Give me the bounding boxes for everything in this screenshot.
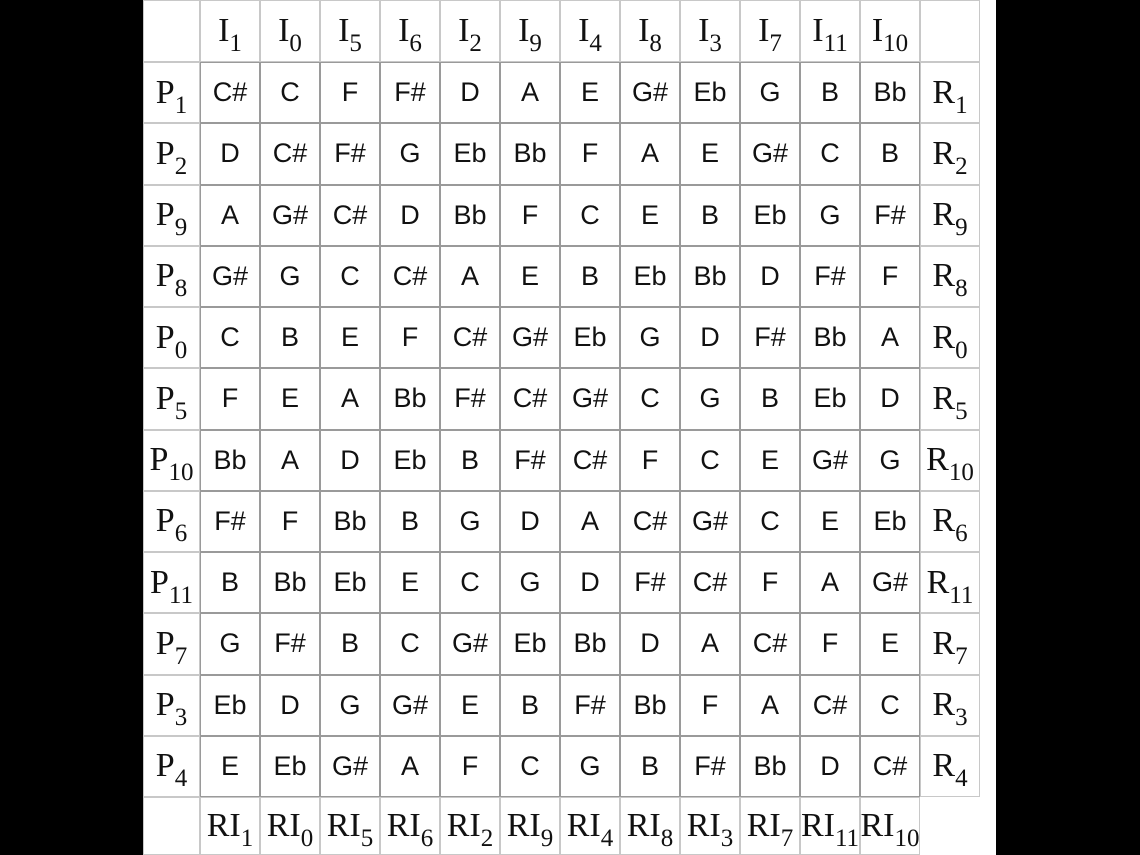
inversion-header [860, 0, 920, 62]
note-cell: G# [740, 123, 800, 184]
note-cell: G# [320, 736, 380, 797]
note-cell: B [380, 491, 440, 552]
note-cell: F# [680, 736, 740, 797]
note-cell: B [440, 430, 500, 491]
note-cell: F# [740, 307, 800, 368]
prime-header-letter: P [155, 257, 175, 295]
note-cell: C [800, 123, 860, 184]
prime-header [143, 123, 200, 184]
prime-header-index: 4 [174, 765, 188, 793]
note-cell: C [680, 430, 740, 491]
note-cell: F [740, 552, 800, 613]
note-cell: E [500, 246, 560, 307]
retrograde-header [920, 123, 980, 184]
inversion-header-letter: I [812, 12, 824, 49]
note-cell: G [320, 675, 380, 736]
prime-header-letter: P [155, 379, 175, 417]
note-cell: C [620, 368, 680, 429]
note-cell: C# [800, 675, 860, 736]
corner-top-right [920, 0, 980, 62]
prime-header [143, 246, 200, 307]
note-cell: D [740, 246, 800, 307]
inversion-header-letter: I [871, 12, 884, 49]
retrograde-header-letter: R [926, 563, 950, 601]
note-cell: C [500, 736, 560, 797]
note-cell: G [800, 185, 860, 246]
note-cell: C# [500, 368, 560, 429]
retrograde-inversion-header-letter: RI [626, 807, 661, 844]
note-cell: F# [320, 123, 380, 184]
note-cell: D [560, 552, 620, 613]
note-cell: F# [500, 430, 560, 491]
inversion-header [500, 0, 560, 62]
inversion-header-index: 2 [469, 30, 482, 57]
note-cell: Eb [380, 430, 440, 491]
note-cell: F# [800, 246, 860, 307]
note-cell: F [860, 246, 920, 307]
tone-row-matrix [143, 0, 996, 855]
note-cell: A [740, 675, 800, 736]
retrograde-header-index: 0 [955, 336, 968, 364]
retrograde-inversion-header-index: 0 [300, 825, 314, 852]
note-cell: G# [380, 675, 440, 736]
retrograde-inversion-header-letter: RI [566, 807, 601, 844]
inversion-header [380, 0, 440, 62]
retrograde-header-letter: R [932, 379, 956, 417]
retrograde-inversion-header-index: 1 [240, 825, 254, 852]
prime-header-index: 5 [174, 397, 188, 425]
note-cell: Bb [260, 552, 320, 613]
retrograde-header-letter: R [932, 747, 956, 785]
retrograde-header [920, 246, 980, 307]
inversion-header-letter: I [458, 12, 470, 49]
inversion-header-letter: I [278, 12, 290, 49]
retrograde-inversion-header [380, 797, 440, 855]
retrograde-header-letter: R [932, 134, 956, 172]
inversion-header-letter: I [758, 12, 770, 49]
note-cell: F [200, 368, 260, 429]
inversion-header [740, 0, 800, 62]
retrograde-inversion-header [320, 797, 380, 855]
prime-header-index: 7 [174, 642, 188, 670]
retrograde-header-letter: R [932, 318, 956, 356]
inversion-header [260, 0, 320, 62]
note-cell: E [680, 123, 740, 184]
retrograde-header [920, 368, 980, 429]
retrograde-inversion-header [860, 797, 920, 855]
note-cell: C [260, 62, 320, 123]
prime-header [143, 552, 200, 613]
inversion-header-index: 11 [823, 30, 848, 57]
retrograde-header-index: 11 [949, 581, 974, 609]
retrograde-header [920, 675, 980, 736]
note-cell: B [800, 62, 860, 123]
note-cell: Eb [620, 246, 680, 307]
retrograde-header-index: 5 [955, 397, 968, 425]
note-cell: E [620, 185, 680, 246]
note-cell: D [680, 307, 740, 368]
inversion-header-index: 1 [229, 30, 242, 57]
note-cell: D [380, 185, 440, 246]
note-cell: Eb [740, 185, 800, 246]
retrograde-header [920, 491, 980, 552]
note-cell: G [560, 736, 620, 797]
retrograde-header-index: 4 [955, 765, 968, 793]
note-cell: B [260, 307, 320, 368]
retrograde-inversion-header-index: 5 [360, 825, 374, 852]
note-cell: Eb [680, 62, 740, 123]
note-cell: G# [860, 552, 920, 613]
note-cell: Bb [860, 62, 920, 123]
note-cell: C [380, 613, 440, 674]
note-cell: C [740, 491, 800, 552]
prime-header-index: 10 [168, 459, 194, 487]
retrograde-header-index: 9 [955, 214, 968, 242]
note-cell: E [560, 62, 620, 123]
retrograde-inversion-header-letter: RI [326, 807, 361, 844]
retrograde-header [920, 185, 980, 246]
note-cell: C# [620, 491, 680, 552]
prime-header-letter: P [149, 441, 169, 479]
retrograde-inversion-header-index: 10 [894, 825, 920, 852]
prime-header [143, 368, 200, 429]
prime-header-index: 2 [174, 152, 188, 180]
retrograde-inversion-header-letter: RI [686, 807, 721, 844]
note-cell: G# [440, 613, 500, 674]
retrograde-header [920, 552, 980, 613]
note-cell: A [200, 185, 260, 246]
note-cell: F# [620, 552, 680, 613]
note-cell: C# [260, 123, 320, 184]
note-cell: C# [380, 246, 440, 307]
note-cell: F [320, 62, 380, 123]
retrograde-inversion-header [560, 797, 620, 855]
note-cell: C [440, 552, 500, 613]
note-cell: A [860, 307, 920, 368]
note-cell: C [860, 675, 920, 736]
note-cell: A [680, 613, 740, 674]
note-cell: G [740, 62, 800, 123]
retrograde-inversion-header-letter: RI [746, 807, 781, 844]
inversion-header-index: 4 [589, 30, 602, 57]
prime-header-letter: P [155, 624, 175, 662]
retrograde-inversion-header-letter: RI [206, 807, 241, 844]
note-cell: C# [740, 613, 800, 674]
retrograde-header-index: 8 [955, 275, 968, 303]
note-cell: D [320, 430, 380, 491]
inversion-header-letter: I [338, 12, 350, 49]
inversion-header-index: 6 [409, 30, 422, 57]
note-cell: E [200, 736, 260, 797]
retrograde-inversion-header [200, 797, 260, 855]
retrograde-inversion-header-letter: RI [860, 807, 895, 844]
note-cell: F [800, 613, 860, 674]
prime-header-letter: P [155, 134, 175, 172]
note-cell: F# [560, 675, 620, 736]
inversion-header-letter: I [218, 12, 230, 49]
retrograde-header-index: 7 [955, 642, 968, 670]
note-cell: Bb [620, 675, 680, 736]
retrograde-inversion-header-index: 3 [720, 825, 734, 852]
retrograde-header-letter: R [926, 441, 949, 479]
prime-header-index: 0 [174, 336, 188, 364]
note-cell: F [440, 736, 500, 797]
note-cell: G [440, 491, 500, 552]
retrograde-inversion-header [440, 797, 500, 855]
note-cell: F [260, 491, 320, 552]
prime-header [143, 185, 200, 246]
note-cell: A [440, 246, 500, 307]
note-cell: G [500, 552, 560, 613]
prime-header [143, 675, 200, 736]
corner-bottom-left [143, 797, 200, 855]
retrograde-inversion-header-index: 9 [540, 825, 554, 852]
note-cell: Eb [860, 491, 920, 552]
note-cell: D [200, 123, 260, 184]
note-cell: G# [620, 62, 680, 123]
note-cell: C# [680, 552, 740, 613]
note-cell: Eb [440, 123, 500, 184]
inversion-header-index: 7 [769, 30, 782, 57]
note-cell: F [680, 675, 740, 736]
note-cell: G# [680, 491, 740, 552]
note-cell: E [740, 430, 800, 491]
inversion-header-index: 9 [529, 30, 542, 57]
note-cell: Bb [680, 246, 740, 307]
retrograde-header-letter: R [932, 196, 956, 234]
retrograde-header-index: 6 [955, 520, 968, 548]
retrograde-header [920, 430, 980, 491]
note-cell: G [200, 613, 260, 674]
note-cell: C [560, 185, 620, 246]
note-cell: B [620, 736, 680, 797]
note-cell: Eb [800, 368, 860, 429]
note-cell: B [740, 368, 800, 429]
inversion-header-letter: I [518, 12, 530, 49]
retrograde-inversion-header-index: 7 [780, 825, 794, 852]
note-cell: F# [260, 613, 320, 674]
note-cell: F [500, 185, 560, 246]
retrograde-inversion-header-index: 6 [420, 825, 434, 852]
prime-header [143, 613, 200, 674]
inversion-header-letter: I [578, 12, 590, 49]
retrograde-header [920, 613, 980, 674]
note-cell: G# [560, 368, 620, 429]
prime-header-index: 3 [174, 704, 188, 732]
retrograde-header [920, 736, 980, 797]
retrograde-inversion-header-letter: RI [266, 807, 301, 844]
note-cell: A [320, 368, 380, 429]
note-cell: D [800, 736, 860, 797]
note-cell: G [860, 430, 920, 491]
note-cell: D [440, 62, 500, 123]
note-cell: Bb [320, 491, 380, 552]
prime-header [143, 307, 200, 368]
note-cell: D [500, 491, 560, 552]
note-cell: A [380, 736, 440, 797]
note-cell: Bb [740, 736, 800, 797]
note-cell: G [380, 123, 440, 184]
prime-header-letter: P [155, 73, 175, 111]
prime-header-index: 11 [168, 581, 193, 609]
retrograde-inversion-header-letter: RI [800, 807, 835, 844]
note-cell: C [320, 246, 380, 307]
retrograde-header-index: 10 [948, 459, 974, 487]
inversion-header [200, 0, 260, 62]
prime-header [143, 736, 200, 797]
prime-header-letter: P [155, 196, 175, 234]
retrograde-header-index: 2 [955, 152, 968, 180]
note-cell: G# [200, 246, 260, 307]
inversion-header-index: 8 [649, 30, 662, 57]
note-cell: C [200, 307, 260, 368]
retrograde-header [920, 307, 980, 368]
note-cell: E [320, 307, 380, 368]
note-cell: E [860, 613, 920, 674]
note-cell: Eb [320, 552, 380, 613]
note-cell: C# [320, 185, 380, 246]
prime-header-index: 1 [174, 91, 188, 119]
note-cell: Eb [200, 675, 260, 736]
note-cell: B [560, 246, 620, 307]
note-cell: F [560, 123, 620, 184]
retrograde-inversion-header-letter: RI [386, 807, 421, 844]
retrograde-inversion-header [500, 797, 560, 855]
note-cell: E [380, 552, 440, 613]
retrograde-inversion-header [800, 797, 860, 855]
prime-header-index: 9 [174, 214, 188, 242]
retrograde-header-letter: R [932, 686, 956, 724]
inversion-header [620, 0, 680, 62]
inversion-header [320, 0, 380, 62]
note-cell: G# [260, 185, 320, 246]
retrograde-inversion-header-index: 8 [660, 825, 674, 852]
note-cell: C# [860, 736, 920, 797]
inversion-header [680, 0, 740, 62]
inversion-header-index: 0 [289, 30, 302, 57]
note-cell: F# [440, 368, 500, 429]
note-cell: B [500, 675, 560, 736]
retrograde-header [920, 62, 980, 123]
corner-bottom-right [920, 797, 980, 855]
note-cell: C# [560, 430, 620, 491]
note-cell: A [800, 552, 860, 613]
note-cell: D [260, 675, 320, 736]
prime-header-letter: P [150, 563, 169, 601]
retrograde-inversion-header-letter: RI [506, 807, 541, 844]
retrograde-header-index: 1 [955, 91, 968, 119]
note-cell: F [380, 307, 440, 368]
note-cell: F# [200, 491, 260, 552]
note-cell: F [620, 430, 680, 491]
retrograde-inversion-header-letter: RI [446, 807, 481, 844]
inversion-header-index: 3 [709, 30, 722, 57]
retrograde-inversion-header [620, 797, 680, 855]
prime-header-letter: P [155, 318, 175, 356]
note-cell: B [200, 552, 260, 613]
retrograde-inversion-header [680, 797, 740, 855]
note-cell: B [320, 613, 380, 674]
note-cell: C# [440, 307, 500, 368]
retrograde-inversion-header [740, 797, 800, 855]
note-cell: A [620, 123, 680, 184]
note-cell: Bb [380, 368, 440, 429]
note-cell: E [440, 675, 500, 736]
note-cell: G# [500, 307, 560, 368]
note-cell: Bb [200, 430, 260, 491]
inversion-header [440, 0, 500, 62]
inversion-header [800, 0, 860, 62]
retrograde-inversion-header-index: 2 [480, 825, 494, 852]
note-cell: Bb [500, 123, 560, 184]
prime-header-letter: P [155, 747, 175, 785]
note-cell: G [260, 246, 320, 307]
retrograde-header-index: 3 [955, 704, 968, 732]
note-cell: Eb [500, 613, 560, 674]
note-cell: B [680, 185, 740, 246]
note-cell: B [860, 123, 920, 184]
retrograde-header-letter: R [932, 624, 956, 662]
note-cell: F# [380, 62, 440, 123]
note-cell: A [500, 62, 560, 123]
note-cell: G# [800, 430, 860, 491]
note-cell: Eb [560, 307, 620, 368]
inversion-header-letter: I [638, 12, 650, 49]
note-cell: Bb [800, 307, 860, 368]
note-cell: D [860, 368, 920, 429]
retrograde-inversion-header-index: 4 [600, 825, 614, 852]
retrograde-header-letter: R [932, 502, 956, 540]
prime-header-letter: P [155, 502, 175, 540]
inversion-header-letter: I [698, 12, 710, 49]
note-cell: E [260, 368, 320, 429]
retrograde-header-letter: R [932, 257, 956, 295]
retrograde-inversion-header-index: 11 [834, 825, 860, 852]
note-cell: G [680, 368, 740, 429]
note-cell: Bb [560, 613, 620, 674]
note-cell: G [620, 307, 680, 368]
retrograde-header-letter: R [932, 73, 956, 111]
inversion-header-letter: I [398, 12, 410, 49]
retrograde-inversion-header [260, 797, 320, 855]
inversion-header-index: 5 [349, 30, 362, 57]
inversion-header-index: 10 [883, 30, 909, 57]
note-cell: Eb [260, 736, 320, 797]
prime-header [143, 62, 200, 123]
note-cell: C# [200, 62, 260, 123]
note-cell: A [560, 491, 620, 552]
note-cell: A [260, 430, 320, 491]
prime-header-index: 8 [174, 275, 188, 303]
note-cell: F# [860, 185, 920, 246]
prime-header [143, 491, 200, 552]
note-cell: D [620, 613, 680, 674]
note-cell: E [800, 491, 860, 552]
prime-header-letter: P [155, 686, 175, 724]
corner-top-left [143, 0, 200, 62]
prime-header [143, 430, 200, 491]
inversion-header [560, 0, 620, 62]
note-cell: Bb [440, 185, 500, 246]
prime-header-index: 6 [174, 520, 188, 548]
